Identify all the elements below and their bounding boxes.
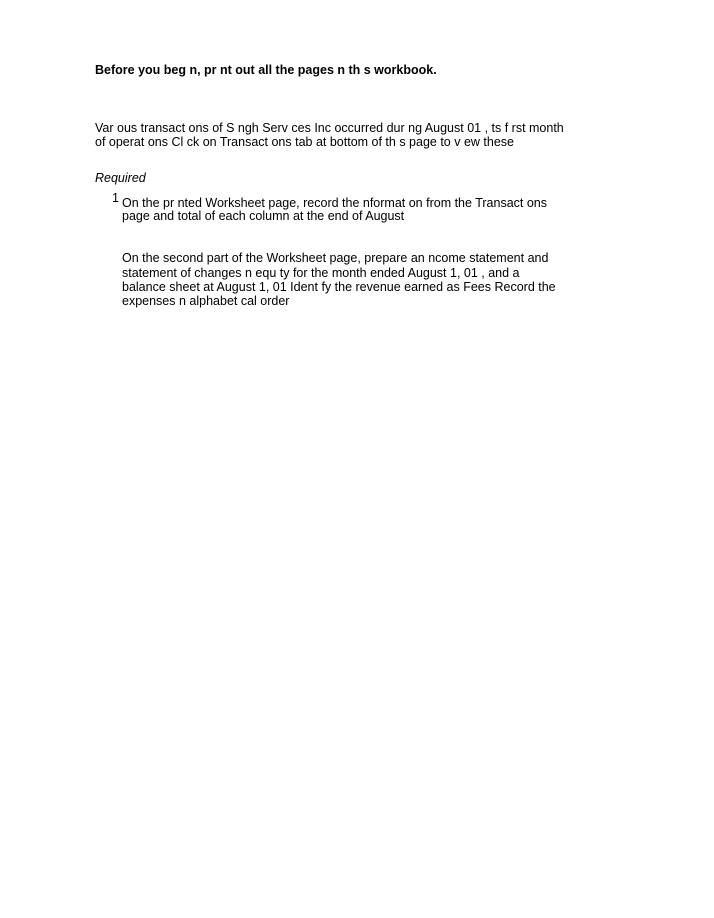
item-1-line-1: On the pr nted Worksheet page, record the nformat on from the Transact ons	[122, 196, 547, 210]
item-2-line-3: balance sheet at August 1, 01 Ident fy the revenue earned as Fees Record the	[122, 280, 556, 294]
item-2-line-4: expenses n alphabet cal order	[122, 294, 290, 308]
page-heading: Before you beg n, pr nt out all the pages n th s workbook.	[95, 63, 437, 77]
required-label: Required	[95, 171, 146, 185]
item-number-1: 1	[112, 191, 119, 205]
item-2-line-1: On the second part of the Worksheet page, prepare an ncome statement and	[122, 251, 549, 265]
item-2-line-2: statement of changes n equ ty for the month ended August 1, 01 , and a	[122, 266, 520, 280]
item-1-line-2: page and total of each column at the end of August	[122, 209, 405, 223]
intro-line-2: of operat ons Cl ck on Transact ons tab at bottom of th s page to v ew these	[95, 135, 514, 149]
intro-line-1: Var ous transact ons of S ngh Serv ces Inc occurred dur ng August 01 , ts f rst month	[95, 121, 564, 135]
